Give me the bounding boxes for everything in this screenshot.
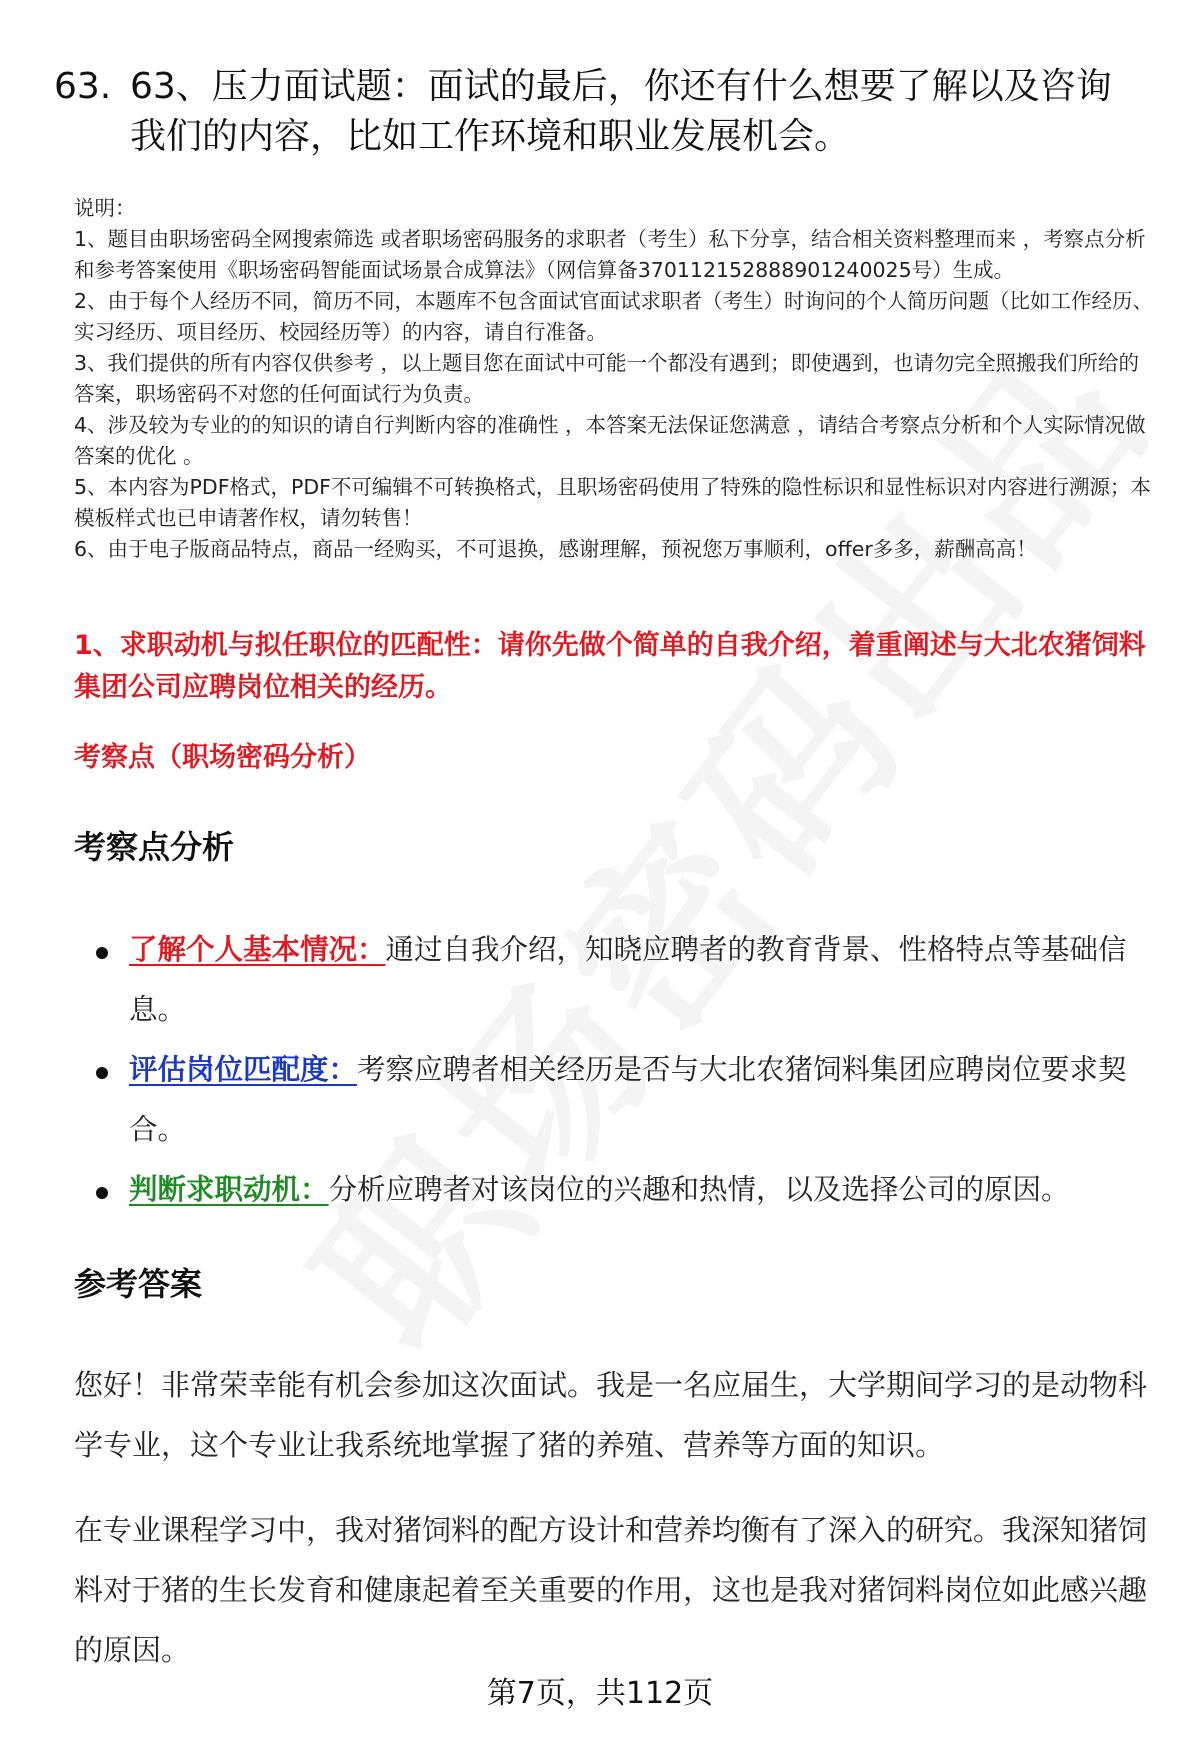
analysis-list [96, 920, 1156, 1220]
notes-heading: 说明： [74, 196, 136, 220]
notes-item: 6、由于电子版商品特点，商品一经购买，不可退换，感谢理解，预祝您万事顺利，offer多多，薪酬高高！ [74, 537, 1037, 561]
bullet-label: 判断求职动机： [129, 1173, 329, 1206]
notes-item: 4、涉及较为专业的的知识的请自行判断内容的准确性 ，本答案无法保证您满意 ，请结合考察点分析和个人实际情况做答案的优化 。 [74, 413, 1146, 468]
question-number: 63. [54, 66, 112, 107]
answer-heading: 参考答案 [74, 1265, 203, 1303]
bullet-text: 通过自我介绍，知晓应聘者的教育背景、性格特点等基础信息。 [129, 933, 1127, 1026]
analysis-bullet [96, 1040, 1156, 1160]
page-footer: 第7页，共112页 [486, 1676, 714, 1711]
question-title [54, 62, 1154, 162]
bullet-text: 考察应聘者相关经历是否与大北农猪饲料集团应聘岗位要求契合。 [129, 1053, 1127, 1146]
question-text: 63、压力面试题：面试的最后，你还有什么想要了解以及咨询我们的内容，比如工作环境和职业发展机会。 [130, 66, 1112, 157]
bullet-dot-icon [96, 1067, 108, 1079]
bullet-text: 分析应聘者对该岗位的兴趣和热情，以及选择公司的原因。 [328, 1173, 1070, 1206]
answer-paragraph: 您好！非常荣幸能有机会参加这次面试。我是一名应届生，大学期间学习的是动物科学专业，这个专业让我系统地掌握了猪的养殖、营养等方面的知识。 [74, 1368, 1148, 1462]
analysis-bullet [96, 1160, 1156, 1220]
analysis-bullet [96, 920, 1156, 1040]
bullet-label: 了解个人基本情况： [129, 933, 386, 966]
bullet-dot-icon [96, 947, 108, 959]
notes-item: 1、题目由职场密码全网搜索筛选 或者职场密码服务的求职者（考生）私下分享，结合相关资料整理而来 ，考察点分析和参考答案使用《职场密码智能面试场景合成算法》（网信算备370112152888901240025号）生成。 [74, 227, 1146, 282]
analysis-heading: 考察点分析 [74, 828, 235, 866]
kaochadian-label: 考察点（职场密码分析） [74, 742, 371, 773]
answer-paragraph: 在专业课程学习中，我对猪饲料的配方设计和营养均衡有了深入的研究。我深知猪饲料对于猪的生长发育和健康起着至关重要的作用，这也是我对猪饲料岗位如此感兴趣的原因。 [74, 1513, 1148, 1667]
sub-question: 1、求职动机与拟任职位的匹配性：请你先做个简单的自我介绍，着重阐述与大北农猪饲料集团公司应聘岗位相关的经历。 [74, 630, 1146, 703]
notes-item: 5、本内容为PDF格式，PDF不可编辑不可转换格式，且职场密码使用了特殊的隐性标识和显性标识对内容进行溯源；本模板样式也已申请著作权，请勿转售！ [74, 475, 1151, 530]
notes-item: 2、由于每个人经历不同，简历不同，本题库不包含面试官面试求职者（考生）时询问的个人简历问题（比如工作经历、实习经历、项目经历、校园经历等）的内容，请自行准备。 [74, 289, 1154, 344]
bullet-dot-icon [96, 1187, 108, 1199]
notes-item: 3、我们提供的所有内容仅供参考 ，以上题目您在面试中可能一个都没有遇到；即使遇到，也请勿完全照搬我们所给的答案，职场密码不对您的任何面试行为负责。 [74, 351, 1140, 406]
bullet-label: 评估岗位匹配度： [129, 1053, 358, 1086]
notes-block [74, 193, 1154, 565]
